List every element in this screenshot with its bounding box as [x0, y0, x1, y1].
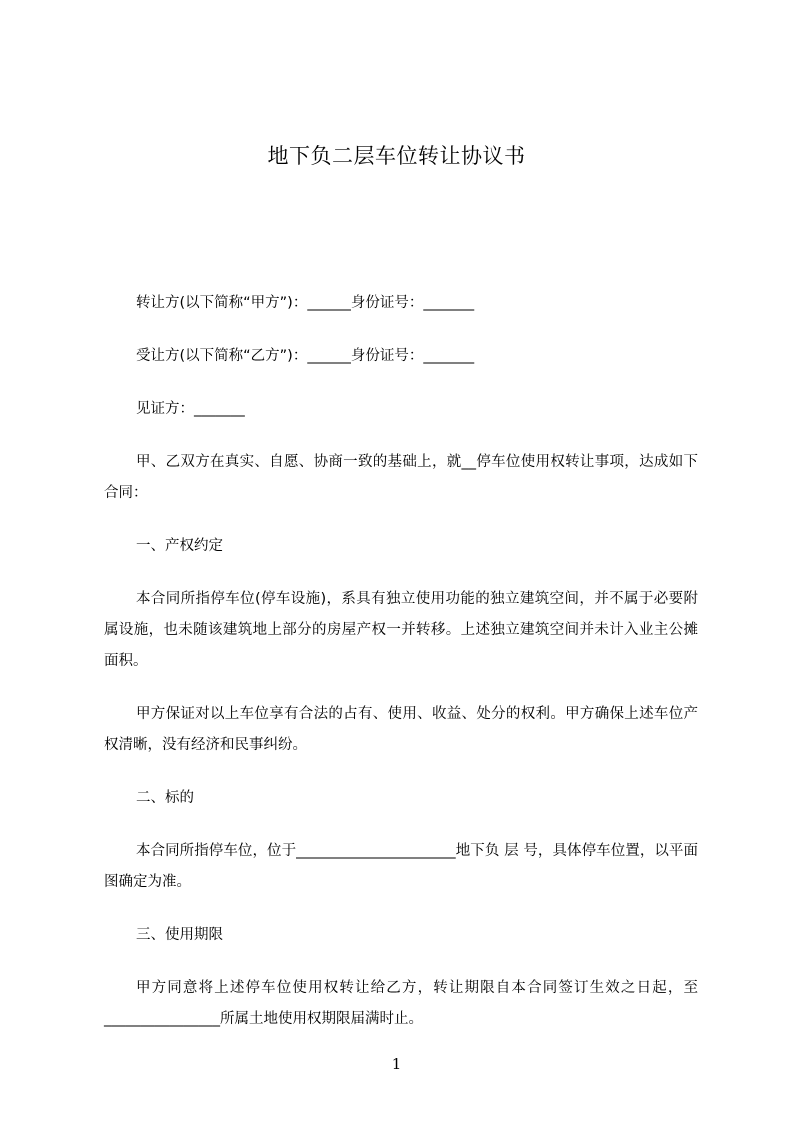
party-a-line: 转让方(以下简称“甲方”)：______身份证号：_______: [136, 295, 475, 311]
section-heading-1: 一、产权约定: [136, 538, 223, 554]
section-heading-3: 三、使用期限: [136, 927, 223, 943]
witness-line: 见证方：_______: [136, 401, 245, 417]
document-body: [104, 288, 698, 1057]
section-1-paragraph-2: 甲方保证对以上车位享有合法的占有、使用、收益、处分的权利。甲方确保上述车位产权清晰，没有经济和民事纠纷。: [104, 706, 698, 753]
section-1-paragraph-1: 本合同所指停车位(停车设施)，系具有独立使用功能的独立建筑空间，并不属于必要附属设施，也未随该建筑地上部分的房屋产权一并转移。上述独立建筑空间并未计入业主公摊面积。: [104, 591, 698, 669]
section-heading-2: 二、标的: [136, 790, 194, 806]
section-2-paragraph: 本合同所指停车位，位于______________________地下负 层 号，具体停车位置，以平面图确定为准。: [104, 843, 698, 890]
page-number: 1: [391, 1055, 402, 1073]
section-3-paragraph: 甲方同意将上述停车位使用权转让给乙方，转让期限自本合同签订生效之日起，至________________所属土地使用权期限届满时止。: [104, 980, 698, 1027]
document-title: 地下负二层车位转让协议书: [267, 144, 526, 168]
party-b-line: 受让方(以下简称“乙方”)：______身份证号：_______: [136, 348, 475, 364]
preamble-paragraph: 甲、乙双方在真实、自愿、协商一致的基础上，就__停车位使用权转让事项，达成如下合同：: [104, 454, 698, 501]
